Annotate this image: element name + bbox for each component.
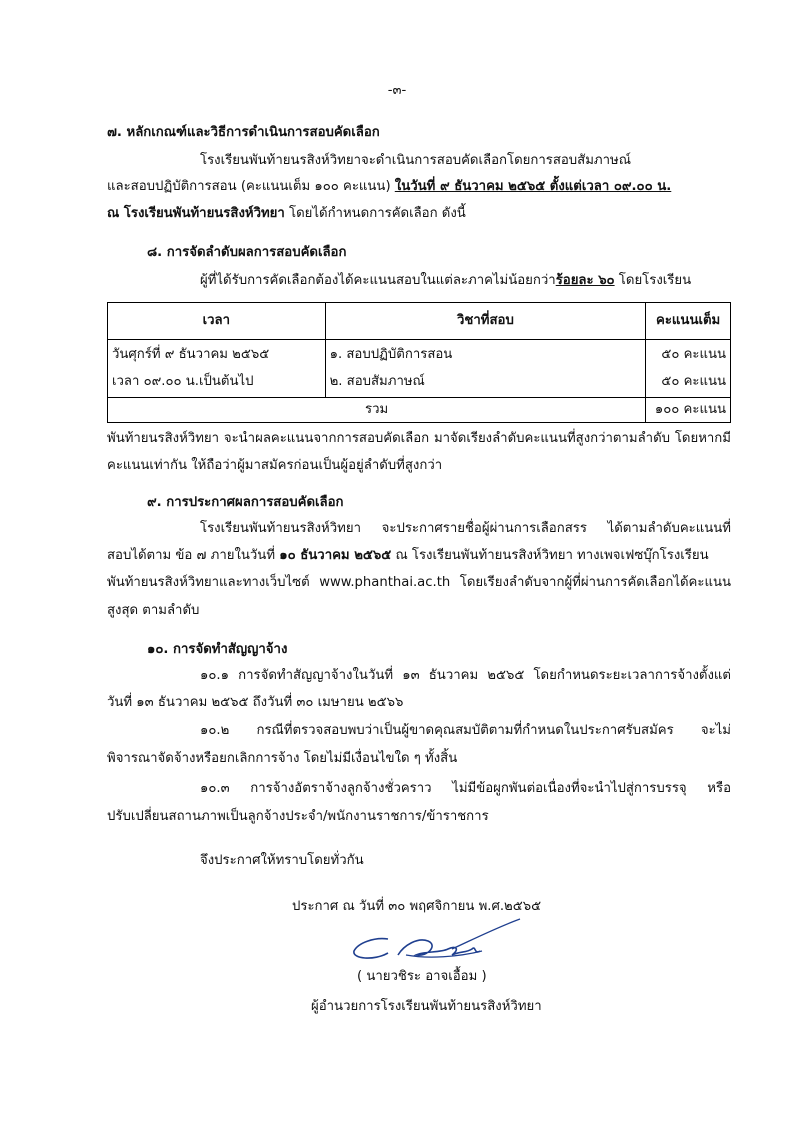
table-row [108,340,731,398]
page-number: -๓- [387,83,407,98]
section-8-heading: ๘. การจัดลำดับผลการสอบคัดเลือก [147,245,347,260]
section-8-line-1-tail: โดยโรงเรียน [614,273,692,288]
section-9-heading: ๙. การประกาศผลการสอบคัดเลือก [147,495,344,510]
section-8-after-1: พันท้ายนรสิงห์วิทยา จะนำผลคะแนนจากการสอบคัดเลือก มาจัดเรียงลำดับคะแนนที่สูงกว่าตามลำดับ โดยหากมี [107,431,731,446]
section-10-2-line-2: พิจารณาจัดจ้างหรือยกเลิกการจ้าง โดยไม่มีเงื่อนไขใด ๆ ทั้งสิ้น [107,751,458,766]
signer-title: ผู้อำนวยการโรงเรียนพันท้ายนรสิงห์วิทยา [311,999,542,1014]
section-9-line-4: สูงสุด ตามลำดับ [107,603,200,618]
score-2: ๕๐ คะแนน [661,374,726,389]
section-10-1-line-1: ๑๐.๑ การจัดทำสัญญาจ้างในวันที่ ๑๓ ธันวาคม ๒๕๖๕ โดยกำหนดระยะเวลาการจ้างตั้งแต่ [200,668,731,683]
section-10-3-line-2: ปรับเปลี่ยนสถานภาพเป็นลูกจ้างประจำ/พนักงานราชการ/ข้าราชการ [107,809,489,824]
announce-date-emphasis: ๑๐ ธันวาคม ๒๕๖๕ [279,548,392,563]
section-9-line-2 [107,547,709,565]
header-time: เวลา [108,303,326,340]
section-9-line-2-text: สอบได้ตาม ข้อ ๗ ภายในวันที่ [107,548,280,563]
section-9-line-3: พันท้ายนรสิงห์วิทยาและทางเว็บไซต์ www.phanthai.ac.th โดยเรียงลำดับจากผู้ที่ผ่านการคัดเลือกได้คะแนน [107,575,731,590]
time-cell [108,340,326,398]
section-7-line-2-text: และสอบปฏิบัติการสอน (คะแนนเต็ม ๑๐๐ คะแนน) [107,179,395,194]
section-8-after-2: คะแนนเท่ากัน ให้ถือว่าผู้มาสมัครก่อนเป็นผู้อยู่ลำดับที่สูงกว่า [107,458,443,473]
section-9-line-2-tail: ณ โรงเรียนพันท้ายนรสิงห์วิทยา ทางเพจเฟซบุ๊กโรงเรียน [391,548,709,563]
total-score: ๑๐๐ คะแนน [646,398,731,423]
exam-time: เวลา ๐๙.๐๐ น.เป็นต้นไป [112,374,254,389]
subject-1: ๑. สอบปฏิบัติการสอน [329,347,453,362]
total-label: รวม [108,398,646,423]
section-10-3-line-1: ๑๐.๓ การจ้างอัตราจ้างลูกจ้างชั่วคราว ไม่มีข้อผูกพันต่อเนื่องที่จะนำไปสู่การบรรจุ หรือ [200,781,731,796]
score-cell [646,340,731,398]
section-7-heading: ๗. หลักเกณฑ์และวิธีการดำเนินการสอบคัดเลือก [107,125,380,140]
closing-statement: จึงประกาศให้ทราบโดยทั่วกัน [200,853,364,868]
subject-cell [325,340,646,398]
section-7-line-1: โรงเรียนพันท้ายนรสิงห์วิทยาจะดำเนินการสอบคัดเลือกโดยการสอบสัมภาษณ์ [200,153,631,168]
section-10-heading: ๑๐. การจัดทำสัญญาจ้าง [147,642,288,657]
signature-image [348,915,528,967]
exam-schedule-table [107,302,731,423]
section-8-line-1-text: ผู้ที่ได้รับการคัดเลือกต้องได้คะแนนสอบในแต่ละภาคไม่น้อยกว่า [200,273,556,288]
signer-name: ( นายวชิระ อาจเอื้อม ) [357,969,487,984]
section-9-line-1: โรงเรียนพันท้ายนรสิงห์วิทยา จะประกาศรายชื่อผู้ผ่านการเลือกสรร ได้ตามลำดับคะแนนที่ [200,521,731,536]
section-7-line-3 [107,205,466,223]
section-8-line-1 [200,272,691,290]
exam-date-emphasis: ในวันที่ ๙ ธันวาคม ๒๕๖๕ ตั้งแต่เวลา ๐๙.๐๐ น. [394,179,672,194]
section-10-1-line-2: วันที่ ๑๓ ธันวาคม ๒๕๖๕ ถึงวันที่ ๓๐ เมษายน ๒๕๖๖ [107,695,404,710]
section-7-line-2 [107,178,671,196]
table-total-row [108,398,731,423]
table-header-row [108,303,731,340]
header-subject: วิชาที่สอบ [325,303,646,340]
subject-2: ๒. สอบสัมภาษณ์ [329,374,425,389]
announcement-date: ประกาศ ณ วันที่ ๓๐ พฤศจิกายน พ.ศ.๒๕๖๕ [292,899,542,914]
exam-date: วันศุกร์ที่ ๙ ธันวาคม ๒๕๖๕ [112,347,270,362]
section-10-2-line-1: ๑๐.๒ กรณีที่ตรวจสอบพบว่าเป็นผู้ขาดคุณสมบัติตามที่กำหนดในประกาศรับสมัคร จะไม่ [200,723,731,738]
section-7-line-3-text: โดยได้กำหนดการคัดเลือก ดังนี้ [284,206,466,221]
score-1: ๕๐ คะแนน [661,347,726,362]
school-name-emphasis: ณ โรงเรียนพันท้ายนรสิงห์วิทยา [107,206,285,221]
header-full-score: คะแนนเต็ม [646,303,731,340]
pass-percent-emphasis: ร้อยละ ๖๐ [555,273,615,288]
